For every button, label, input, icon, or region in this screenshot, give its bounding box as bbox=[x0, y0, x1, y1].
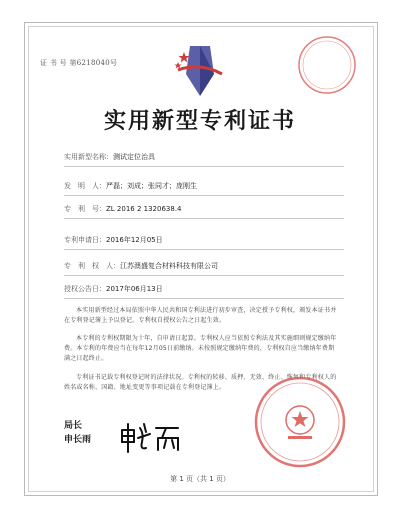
divider bbox=[64, 275, 344, 276]
patent-office-emblem-icon bbox=[170, 40, 230, 100]
page-number: 第 1 页（共 1 页） bbox=[170, 475, 230, 483]
divider bbox=[64, 195, 344, 196]
field-value: 测试定位治具 bbox=[113, 153, 155, 161]
official-title: 局长 bbox=[64, 421, 83, 431]
field-value: ZL 2016 2 1320638.4 bbox=[106, 205, 182, 213]
body-paragraph-1: 本实用新型经过本局依照中华人民共和国专利法进行初步审查，决定授予专利权，颁发本证书并在专利登记簿上予以登记。专利权自授权公告之日起生效。 bbox=[64, 307, 337, 324]
field-label: 实用新型名称： bbox=[64, 153, 113, 161]
handwritten-signature bbox=[118, 420, 182, 456]
field-utility-model-name bbox=[64, 152, 155, 162]
field-label: 专 利 权 人： bbox=[64, 262, 120, 270]
field-value: 2017年06月13日 bbox=[106, 285, 163, 293]
field-label: 专利申请日： bbox=[64, 236, 106, 244]
official-seal-icon bbox=[296, 34, 358, 96]
certificate-number-label: 证 书 号 bbox=[40, 59, 67, 67]
field-patentee bbox=[64, 261, 218, 271]
field-label: 发 明 人： bbox=[64, 182, 106, 190]
divider bbox=[64, 218, 344, 219]
field-value: 严磊；刘成；张同才；庞刚生 bbox=[106, 182, 197, 190]
divider bbox=[64, 249, 344, 250]
field-grant-date bbox=[64, 284, 163, 294]
field-label: 授权公告日： bbox=[64, 285, 106, 293]
field-application-date bbox=[64, 235, 163, 245]
field-value: 2016年12月05日 bbox=[106, 236, 163, 244]
certificate-number-value: 第6218040号 bbox=[69, 59, 118, 67]
field-patent-number bbox=[64, 204, 182, 214]
official-name: 申长雨 bbox=[64, 435, 92, 445]
certificate-number bbox=[40, 58, 117, 68]
body-paragraph-2: 本专利的专利权期限为十年，自申请日起算。专利权人应当依照专利法及其实施细则规定缴纳年费。本专利的年费应当在每年12月05日前缴纳。未按照规定缴纳年费的，专利权自应当缴纳年费期满之日起终止。 bbox=[64, 335, 337, 362]
field-inventors bbox=[64, 181, 197, 191]
body-paragraph-3: 专利证书记载专利权登记时的法律状况。专利权的转移、质押、无效、终止、恢复和专利权人的姓名或名称、国籍、地址变更等事项记载在专利登记簿上。 bbox=[64, 374, 337, 391]
field-label: 专 利 号： bbox=[64, 205, 106, 213]
divider bbox=[64, 166, 344, 167]
divider bbox=[64, 298, 344, 299]
field-value: 江苏澳盛复合材料科技有限公司 bbox=[120, 262, 218, 270]
official-seal-icon bbox=[252, 374, 348, 470]
certificate-title: 实用新型专利证书 bbox=[103, 109, 296, 134]
